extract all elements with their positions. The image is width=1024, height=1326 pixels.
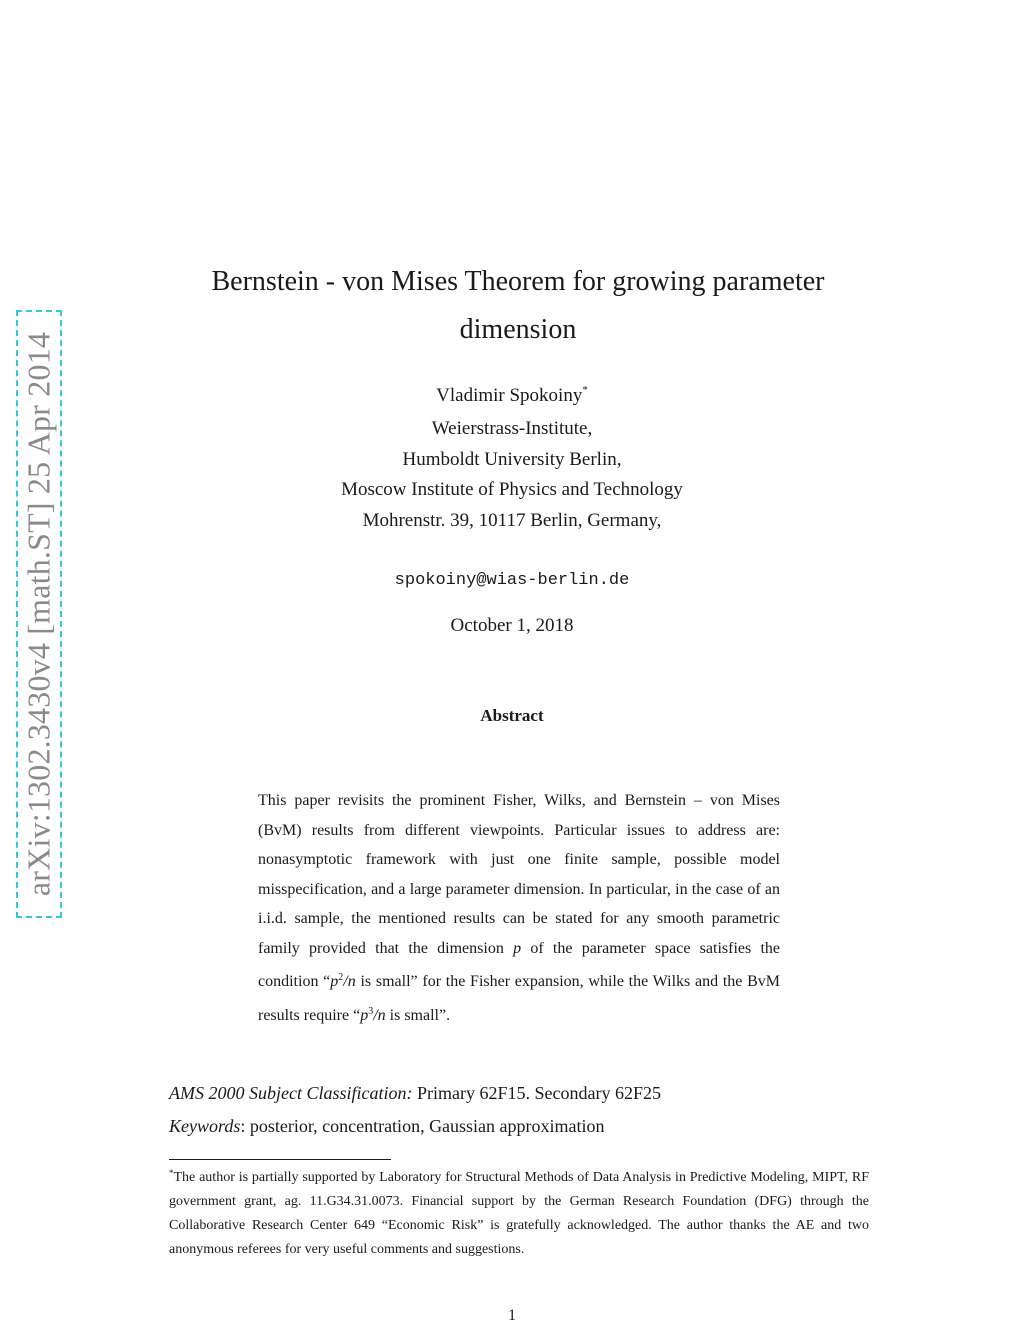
- math-exponent-3: 3: [368, 1005, 374, 1017]
- abstract-text: [258, 786, 780, 1030]
- math-over-n: /n: [373, 1006, 386, 1024]
- abstract-part-3: is small” for the Fisher expansion, while the Wilks and the BvM results require “: [258, 973, 780, 1024]
- math-exponent-2: 2: [338, 972, 344, 983]
- author-line: [0, 376, 1024, 410]
- arxiv-identifier: arXiv:1302.3430v4 [math.ST] 25 Apr 2014: [20, 331, 57, 897]
- paper-title: Bernstein - von Mises Theorem for growing parameter dimension: [211, 266, 825, 345]
- affiliation-line: Moscow Institute of Physics and Technology: [341, 479, 683, 500]
- affiliation-block: [0, 414, 1024, 536]
- footnote-mark: *: [169, 1168, 174, 1178]
- ams-value: Primary 62F15. Secondary 62F25: [412, 1083, 661, 1103]
- math-over-n: /n: [343, 973, 356, 990]
- affiliation-line: Weierstrass-Institute,: [431, 418, 593, 439]
- abstract-part-1: This paper revisits the prominent Fisher, Wilks, and Bernstein – von Mises (BvM) results from different viewpoints. Particular issues to address are: nonasymptotic framework with just one finite sample, possible model misspecification, and a large parameter dimension. In particular, in the case of an i.i.d. sample, the mentioned results can be stated for any smooth parametric family provided that the dimension: [258, 792, 780, 957]
- author-footnote-mark: *: [582, 384, 588, 396]
- keywords-value: : posterior, concentration, Gaussian approximation: [240, 1116, 605, 1136]
- abstract-part-4: is small”.: [385, 1006, 451, 1024]
- footnote: [169, 1161, 869, 1262]
- author-name: Vladimir Spokoiny: [436, 385, 583, 406]
- footnote-divider: [169, 1159, 391, 1160]
- author-email[interactable]: spokoiny@wias-berlin.de: [394, 571, 630, 590]
- keywords-label: Keywords: [169, 1116, 241, 1136]
- abstract-part-2: of the parameter space satisfies the condition “: [258, 939, 781, 990]
- math-p-cubed-base: p: [360, 1006, 369, 1024]
- page-number: 1: [508, 1307, 516, 1324]
- ams-classification: [169, 1080, 889, 1106]
- keywords: [169, 1113, 889, 1139]
- footnote-text: The author is partially supported by Laboratory for Structural Methods of Data Analysis in Predictive Modeling, MIPT, RF government grant, ag. 11.G34.31.0073. Financial support by the German Research Foundation (DFG) through the Collaborative Research Center 649 “Economic Risk” is gratefully acknowledged. The author thanks the AE and two anonymous referees for very useful comments and suggestions.: [169, 1170, 869, 1257]
- paper-date: October 1, 2018: [450, 615, 574, 636]
- affiliation-line: Mohrenstr. 39, 10117 Berlin, Germany,: [362, 509, 662, 531]
- affiliation-line: Humboldt University Berlin,: [402, 448, 622, 470]
- ams-label: AMS 2000 Subject Classification:: [169, 1083, 413, 1103]
- abstract-heading: Abstract: [480, 706, 544, 725]
- math-p-squared-base: p: [330, 973, 339, 990]
- math-p: p: [513, 939, 522, 957]
